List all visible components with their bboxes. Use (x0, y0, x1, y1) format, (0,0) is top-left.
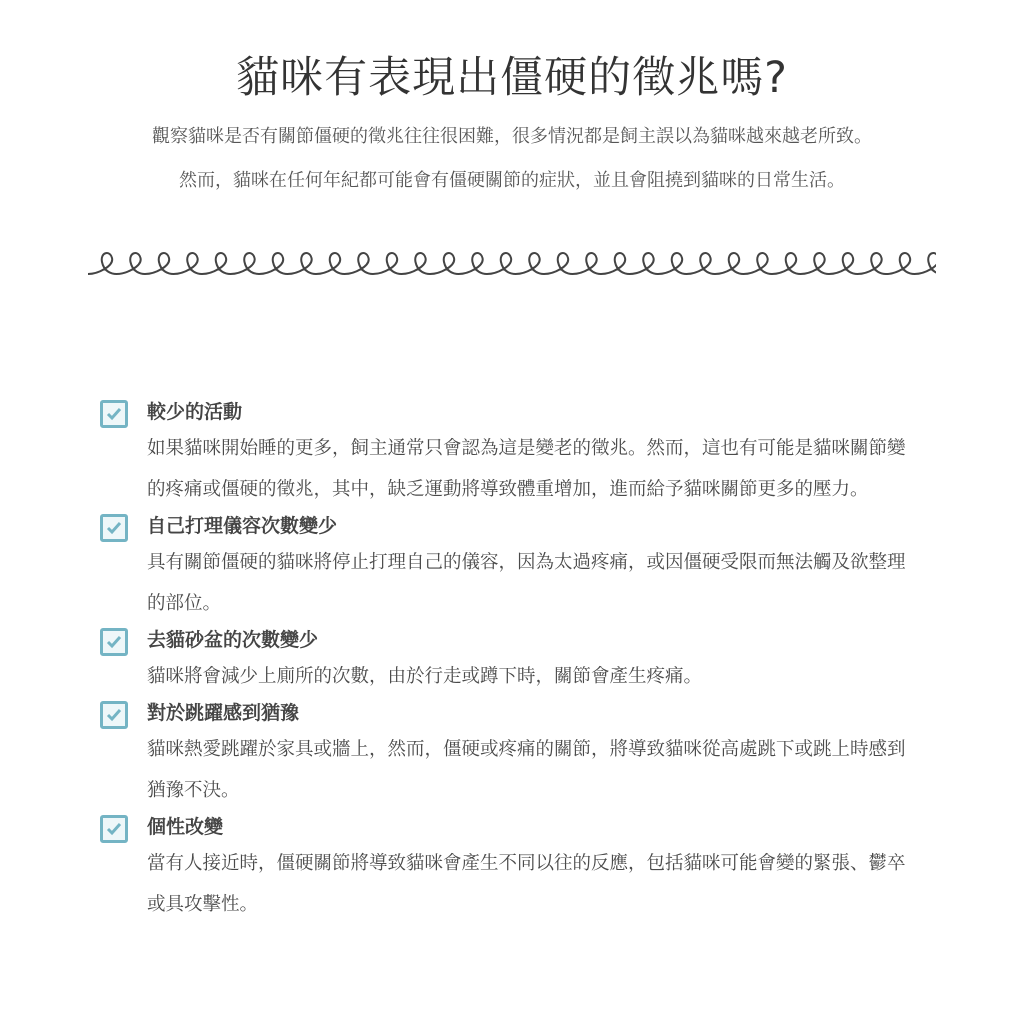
item-body: 貓咪熱愛跳躍於家具或牆上，然而，僵硬或疼痛的關節，將導致貓咪從高處跳下或跳上時感到猶豫不決。 (147, 739, 906, 801)
item-body: 如果貓咪開始睡的更多，飼主通常只會認為這是變老的徵兆。然而，這也有可能是貓咪關節變的疼痛或僵硬的徵兆，其中，缺乏運動將導致體重增加，進而給予貓咪關節更多的壓力。 (147, 438, 906, 500)
checkbox-checked-icon (100, 815, 128, 843)
intro-line-2: 然而，貓咪在任何年紀都可能會有僵硬關節的症狀，並且會阻撓到貓咪的日常生活。 (179, 170, 845, 191)
page-title: 貓咪有表現出僵硬的徵兆嗎? (236, 53, 788, 103)
list-item (100, 624, 920, 697)
item-body: 具有關節僵硬的貓咪將停止打理自己的儀容，因為太過疼痛，或因僵硬受限而無法觸及欲整理的部位。 (147, 552, 906, 614)
list-item (100, 396, 920, 510)
intro-line-1: 觀察貓咪是否有關節僵硬的徵兆往往很困難，很多情況都是飼主誤以為貓咪越來越老所致。 (152, 126, 872, 147)
item-heading: 對於跳躍感到猶豫 (147, 702, 300, 724)
item-heading: 個性改變 (147, 816, 224, 838)
list-item (100, 811, 920, 925)
item-body: 貓咪將會減少上廁所的次數，由於行走或蹲下時，關節會產生疼痛。 (147, 666, 703, 687)
symptom-list (100, 396, 920, 925)
checkbox-checked-icon (100, 400, 128, 428)
squiggle-divider (86, 244, 936, 284)
checkbox-checked-icon (100, 628, 128, 656)
item-heading: 自己打理儀容次數變少 (147, 515, 338, 537)
checkbox-checked-icon (100, 514, 128, 542)
item-body: 當有人接近時，僵硬關節將導致貓咪會產生不同以往的反應，包括貓咪可能會變的緊張、鬱卒或具攻擊性。 (147, 853, 906, 915)
checkbox-checked-icon (100, 701, 128, 729)
list-item (100, 697, 920, 811)
item-heading: 較少的活動 (147, 401, 243, 423)
list-item (100, 510, 920, 624)
item-heading: 去貓砂盆的次數變少 (147, 629, 319, 651)
